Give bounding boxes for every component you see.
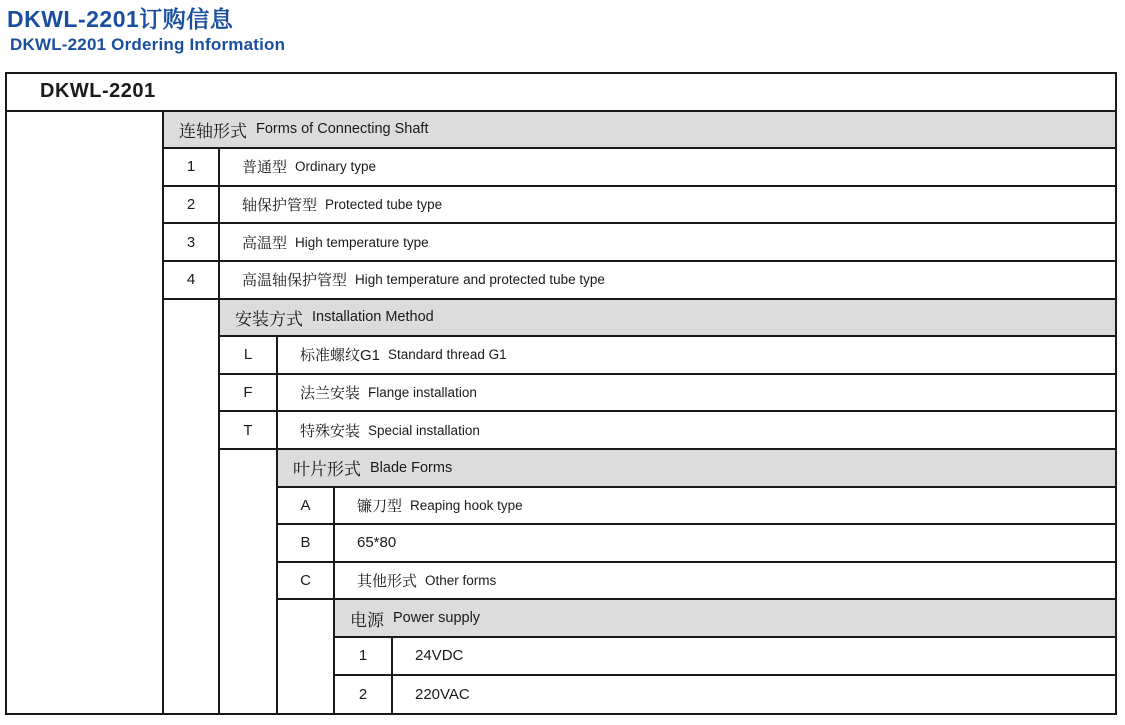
spacer-cell — [7, 262, 164, 300]
option-en: High temperature and protected tube type — [355, 272, 605, 288]
option-description — [335, 525, 1115, 563]
table-row — [7, 262, 1115, 300]
section-header-power-supply — [7, 600, 1115, 638]
spacer-cell — [7, 600, 164, 638]
spacer-cell — [7, 112, 164, 150]
spacer-cell — [7, 149, 164, 187]
table-row — [7, 224, 1115, 262]
option-code: 1 — [335, 638, 393, 676]
spacer-cell — [278, 638, 335, 676]
option-description — [220, 262, 1115, 300]
spacer-cell — [7, 375, 164, 413]
section-title-zh: 安装方式 — [235, 309, 303, 329]
spacer-cell — [220, 525, 278, 563]
spacer-cell — [164, 337, 220, 375]
option-zh: 65*80 — [357, 534, 397, 552]
page-title-en: DKWL-2201 Ordering Information — [10, 34, 286, 54]
option-code: 3 — [164, 224, 220, 262]
option-code: B — [278, 525, 335, 563]
table-row — [7, 638, 1115, 676]
spacer-cell — [7, 638, 164, 676]
spacer-cell — [220, 600, 278, 638]
section-title-en: Installation Method — [312, 309, 434, 326]
option-en: Protected tube type — [325, 197, 443, 213]
option-zh: 轴保护管型 — [242, 197, 318, 215]
option-en: Special installation — [368, 422, 480, 438]
option-code: 2 — [335, 676, 393, 714]
page-title-block — [7, 5, 285, 55]
option-description — [220, 149, 1115, 187]
option-en: Standard thread G1 — [388, 347, 507, 363]
spacer-cell — [278, 600, 335, 638]
spacer-cell — [7, 337, 164, 375]
spacer-cell — [164, 525, 220, 563]
section-title-en: Blade Forms — [370, 459, 453, 476]
option-code: T — [220, 412, 278, 450]
option-zh: 220VAC — [415, 685, 470, 703]
option-description — [220, 224, 1115, 262]
section-title-en: Forms of Connecting Shaft — [256, 121, 429, 138]
table-row — [7, 375, 1115, 413]
section-header-installation-method — [7, 300, 1115, 338]
section-title — [335, 600, 1115, 638]
option-description — [393, 638, 1115, 676]
table-row — [7, 488, 1115, 526]
option-code: 2 — [164, 187, 220, 225]
table-row — [7, 525, 1115, 563]
spacer-cell — [220, 563, 278, 601]
model-header: DKWL-2201 — [7, 74, 1115, 112]
spacer-cell — [7, 450, 164, 488]
spacer-cell — [7, 563, 164, 601]
section-title-zh: 叶片形式 — [293, 460, 361, 480]
table-row — [7, 149, 1115, 187]
table-row — [7, 563, 1115, 601]
spacer-cell — [164, 676, 220, 714]
spacer-cell — [7, 224, 164, 262]
option-description — [393, 676, 1115, 714]
page-title-zh: DKWL-2201订购信息 — [7, 6, 234, 32]
option-code: C — [278, 563, 335, 601]
table-row — [7, 337, 1115, 375]
option-zh: 24VDC — [415, 647, 464, 665]
spacer-cell — [164, 638, 220, 676]
section-title-en: Power supply — [393, 610, 481, 627]
table-row — [7, 74, 1115, 112]
spacer-cell — [7, 676, 164, 714]
option-code: 1 — [164, 149, 220, 187]
section-title — [220, 300, 1115, 338]
section-title-zh: 连轴形式 — [179, 121, 247, 141]
option-code: 4 — [164, 262, 220, 300]
spacer-cell — [164, 450, 220, 488]
option-description — [278, 337, 1115, 375]
option-description — [220, 187, 1115, 225]
table-row — [7, 187, 1115, 225]
option-description — [278, 412, 1115, 450]
ordering-info-table — [5, 72, 1117, 715]
spacer-cell — [7, 187, 164, 225]
option-en: Reaping hook type — [410, 497, 523, 513]
option-zh: 高温轴保护管型 — [242, 272, 348, 290]
option-en: Flange installation — [368, 385, 477, 401]
spacer-cell — [164, 412, 220, 450]
table-row — [7, 412, 1115, 450]
spacer-cell — [7, 488, 164, 526]
spacer-cell — [7, 300, 164, 338]
option-zh: 法兰安装 — [300, 385, 361, 403]
spacer-cell — [164, 488, 220, 526]
spacer-cell — [7, 525, 164, 563]
option-en: Ordinary type — [295, 159, 377, 175]
spacer-cell — [220, 488, 278, 526]
spacer-cell — [220, 676, 278, 714]
spacer-cell — [7, 412, 164, 450]
option-zh: 标准螺纹G1 — [300, 347, 381, 365]
option-zh: 特殊安装 — [300, 422, 361, 440]
option-code: L — [220, 337, 278, 375]
table-row — [7, 676, 1115, 714]
option-en: High temperature type — [295, 234, 429, 250]
spacer-cell — [220, 638, 278, 676]
option-zh: 普通型 — [242, 159, 288, 177]
option-zh: 其他形式 — [357, 573, 418, 591]
option-code: F — [220, 375, 278, 413]
spacer-cell — [164, 563, 220, 601]
section-header-blade-forms — [7, 450, 1115, 488]
spacer-cell — [278, 676, 335, 714]
option-code: A — [278, 488, 335, 526]
spacer-cell — [220, 450, 278, 488]
spacer-cell — [164, 600, 220, 638]
section-title — [278, 450, 1115, 488]
spacer-cell — [164, 300, 220, 338]
option-description — [335, 563, 1115, 601]
section-title — [164, 112, 1115, 150]
option-description — [335, 488, 1115, 526]
spacer-cell — [164, 375, 220, 413]
section-title-zh: 电源 — [350, 610, 384, 630]
option-description — [278, 375, 1115, 413]
section-header-connecting-shaft — [7, 112, 1115, 150]
option-zh: 镰刀型 — [357, 497, 403, 515]
option-zh: 高温型 — [242, 234, 288, 252]
option-en: Other forms — [425, 573, 497, 589]
